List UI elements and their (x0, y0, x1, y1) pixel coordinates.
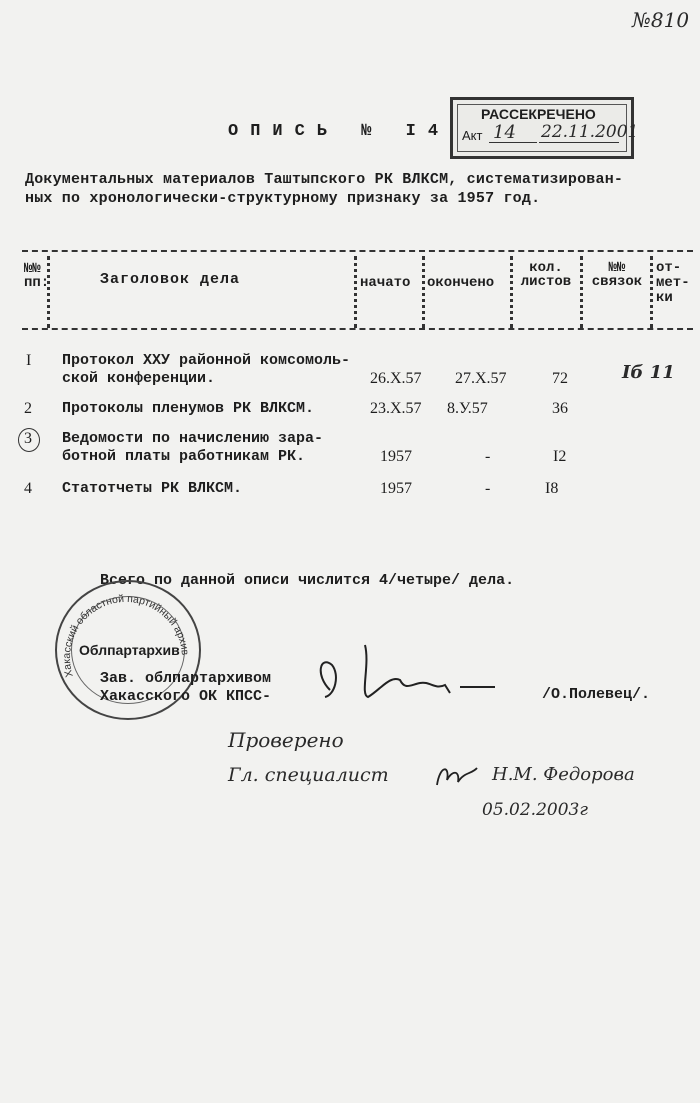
row-4-title: Статотчеты РК ВЛКСМ. (62, 480, 243, 497)
verifier-signature (432, 760, 482, 792)
col-bundle-header: №№ связок (591, 260, 643, 290)
row-4-end: - (485, 480, 491, 497)
verifier-name: Н.М. Федорова (492, 764, 635, 785)
table-header-rule (22, 328, 693, 330)
verification-date: 05.02.2003г (482, 800, 588, 820)
col-number-header: №№ пп: (24, 261, 50, 291)
subtitle-line-1: Документальных материалов Таштыпского РК ВЛКСМ, систематизирован- (25, 171, 624, 188)
row-2-sheets: 36 (552, 400, 568, 417)
signatory-position: Зав. облпартархивом Хакасского ОК КПСС- (100, 670, 272, 705)
row-1-bundle: Iб 11 (622, 362, 675, 383)
declassified-stamp (450, 97, 639, 159)
handwritten-signature (310, 635, 500, 710)
col-end-header: окончено (427, 275, 495, 291)
stamp-act-number: 14 (493, 122, 516, 143)
table-top-rule (22, 250, 693, 252)
row-4-start: 1957 (380, 480, 412, 497)
row-3-sheets: I2 (553, 448, 567, 465)
row-1-start: 26.Х.57 (370, 370, 422, 387)
summary-line: Всего по данной описи числится 4/четыре/ дела. (100, 572, 515, 589)
row-3-number: 3 (24, 430, 32, 447)
seal-center-text: Облпартархив (79, 642, 180, 658)
row-1-number: I (26, 352, 32, 369)
col-notes-header: от- мет- ки (656, 260, 690, 306)
svg-text:Хакасский областной партийный: Хакасский областной партийный архив (60, 592, 191, 679)
col-title-header: Заголовок дела (100, 271, 241, 288)
archive-number: №810 (632, 8, 690, 32)
row-1-end: 27.Х.57 (455, 370, 507, 387)
subtitle-line-2: ных по хронологически-структурному признаку за 1957 год. (25, 190, 541, 207)
col-sheets-header: кол. листов (520, 260, 572, 290)
verification-role: Гл. специалист (228, 764, 389, 786)
row-4-sheets: I8 (545, 480, 559, 497)
row-1-title: Протокол ХХУ районной комсомоль- ской конференции. (62, 352, 351, 387)
row-3-title: Ведомости по начислению зара- ботной платы работникам РК. (62, 430, 324, 465)
inventory-title: ОПИСЬ № I4 (228, 122, 451, 141)
signatory-name: /О.Полевец/. (542, 686, 651, 703)
row-2-title: Протоколы пленумов РК ВЛКСМ. (62, 400, 315, 417)
row-4-number: 4 (24, 480, 32, 497)
stamp-act-date: 22.11.2001 (541, 122, 639, 142)
verification-word: Проверено (228, 728, 344, 752)
row-2-start: 23.Х.57 (370, 400, 422, 417)
stamp-title: РАССЕКРЕЧЕНО (481, 106, 596, 122)
col-start-header: начато (360, 275, 411, 291)
row-1-sheets: 72 (552, 370, 568, 387)
row-2-end: 8.У.57 (447, 400, 488, 417)
row-3-start: 1957 (380, 448, 412, 465)
row-2-number: 2 (24, 400, 32, 417)
row-3-end: - (485, 448, 491, 465)
stamp-act-label: Акт (462, 128, 483, 143)
inventory-subtitle (25, 170, 665, 208)
